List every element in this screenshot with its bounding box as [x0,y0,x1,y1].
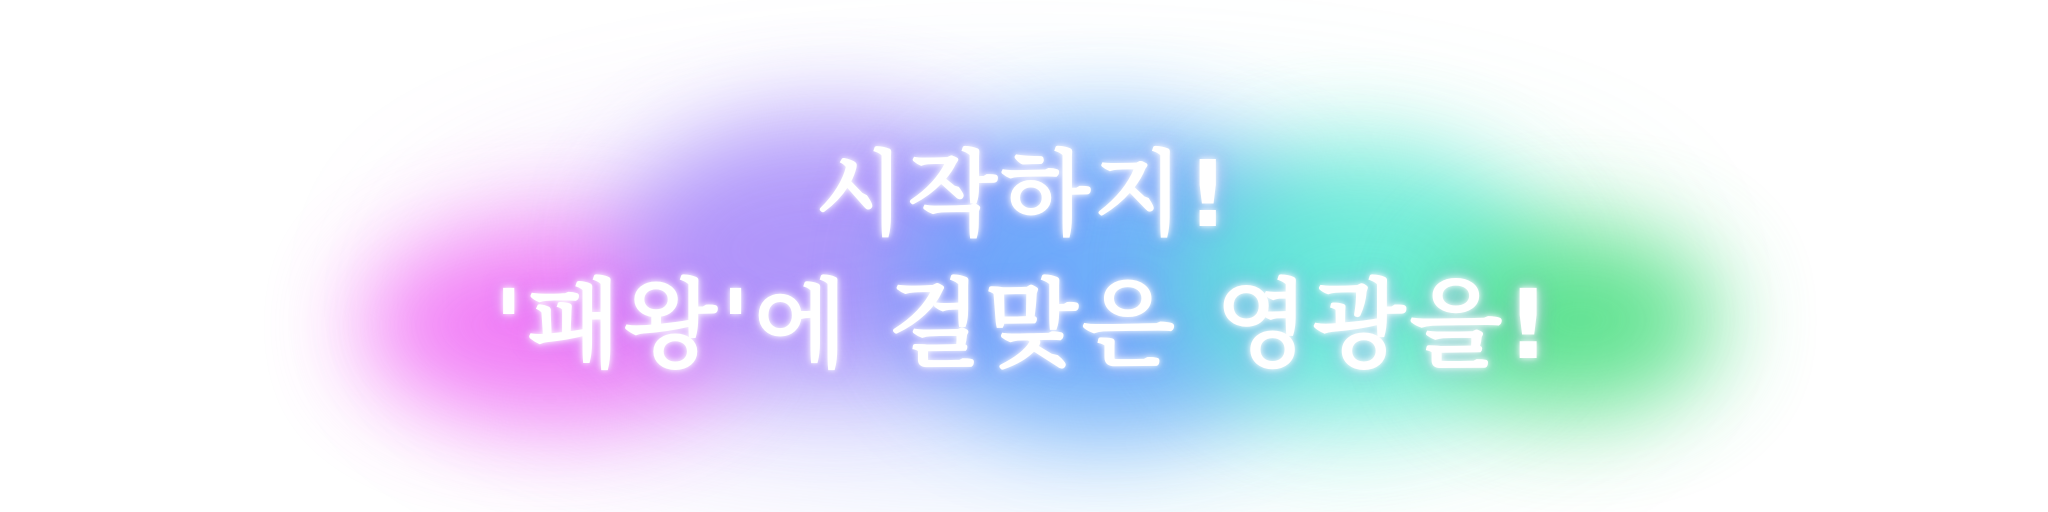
headline-line-2: '패왕'에 걸맞은 영광을! [493,269,1555,381]
headline-line-1: 시작하지! [815,141,1233,248]
